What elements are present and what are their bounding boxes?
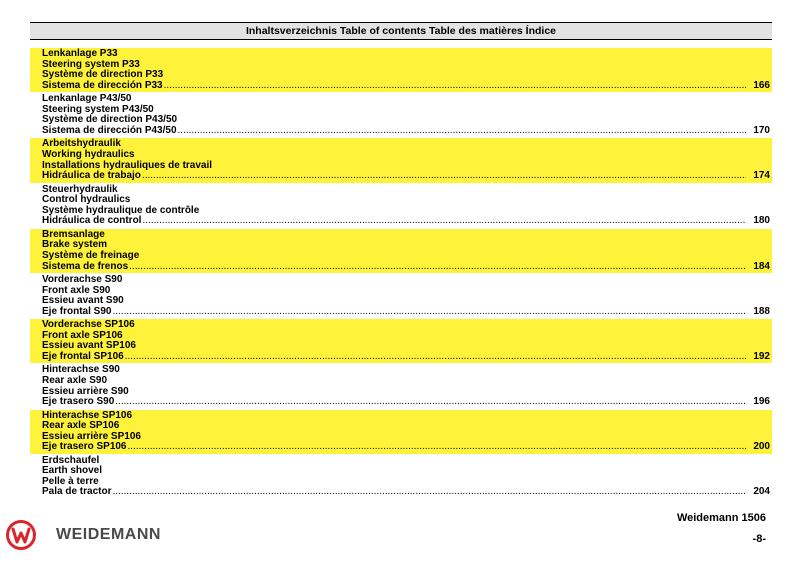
toc-leader-dots	[142, 216, 746, 227]
toc-leader-dots	[112, 307, 746, 318]
toc-entry-line-fr: Essieu arrière SP106	[42, 430, 141, 442]
toc-leader-dots	[128, 442, 747, 453]
model-name: Weidemann 1506	[676, 512, 766, 524]
toc-entry-page: 200	[753, 441, 770, 453]
toc-entry-page: 184	[753, 260, 770, 272]
toc-leader-dots	[178, 126, 746, 137]
toc-entry-line-es: Pala de tractor	[42, 486, 112, 498]
brand-name: WEIDEMANN	[56, 526, 161, 543]
toc-entry-line-en: Control hydraulics	[42, 194, 131, 206]
toc-entry-page: 196	[753, 396, 770, 408]
toc-entry-line-en: Front axle SP106	[42, 329, 123, 341]
toc-entry-line-en: Steering system P33	[42, 58, 140, 70]
toc-entry-line-en: Rear axle S90	[42, 374, 108, 386]
toc-entry[interactable]	[30, 455, 772, 500]
toc-entry-line-de: Arbeitshydraulik	[42, 138, 121, 150]
toc-list	[30, 48, 772, 500]
toc-entry-line-fr: Système de direction P33	[42, 69, 164, 81]
toc-entry-page: 180	[753, 215, 770, 227]
toc-entry-line-en: Steering system P43/50	[42, 103, 154, 115]
toc-leader-dots	[129, 262, 746, 273]
toc-entry[interactable]	[30, 48, 772, 93]
toc-entry-page: 192	[753, 350, 770, 362]
toc-entry-line-fr: Essieu arrière S90	[42, 385, 129, 397]
toc-leader-dots	[115, 397, 746, 408]
toc-entry-line-es: Sistema de dirección P33	[42, 79, 163, 91]
toc-entry-line-es: Sistema de frenos	[42, 260, 129, 272]
toc-entry[interactable]	[30, 93, 772, 138]
toc-header	[30, 22, 772, 40]
toc-entry-line-de: Vorderachse S90	[42, 273, 123, 285]
toc-entry-line-fr: Essieu avant SP106	[42, 340, 136, 352]
toc-entry-line-de: Hinterachse S90	[42, 364, 120, 376]
toc-entry-line-es: Eje trasero S90	[42, 396, 115, 408]
toc-entry-line-en: Brake system	[42, 239, 108, 251]
toc-entry-line-en: Earth shovel	[42, 465, 103, 477]
toc-entry[interactable]	[30, 138, 772, 183]
toc-entry-line-es: Hidráulica de control	[42, 215, 142, 227]
page-number: -8-	[752, 533, 766, 545]
toc-entry[interactable]	[30, 184, 772, 229]
toc-entry[interactable]	[30, 319, 772, 364]
toc-entry[interactable]	[30, 364, 772, 409]
toc-entry-line-en: Working hydraulics	[42, 148, 135, 160]
toc-header-title: Inhaltsverzeichnis Table of contents Table des matières Índice	[245, 25, 557, 37]
toc-entry[interactable]	[30, 274, 772, 319]
toc-entry-page: 188	[753, 305, 770, 317]
toc-entry-line-de: Lenkanlage P43/50	[42, 93, 132, 105]
toc-entry-line-fr: Système hydraulique de contrôle	[42, 204, 200, 216]
toc-entry-line-fr: Système de direction P43/50	[42, 114, 178, 126]
weidemann-w-logo-icon	[6, 520, 36, 550]
toc-entry-line-es: Eje trasero SP106	[42, 441, 127, 453]
toc-entry[interactable]	[30, 410, 772, 455]
toc-entry-line-de: Erdschaufel	[42, 454, 100, 466]
toc-entry[interactable]	[30, 229, 772, 274]
toc-entry-line-en: Rear axle SP106	[42, 420, 120, 432]
toc-entry-line-fr: Système de freinage	[42, 249, 140, 261]
toc-leader-dots	[112, 487, 746, 498]
toc-entry-page: 174	[753, 170, 770, 182]
toc-entry-line-de: Steuerhydraulik	[42, 183, 118, 195]
toc-entry-line-fr: Essieu avant S90	[42, 295, 124, 307]
toc-leader-dots	[125, 352, 746, 363]
toc-entry-line-de: Hinterachse SP106	[42, 409, 133, 421]
toc-leader-dots	[142, 171, 746, 182]
toc-entry-line-fr: Installations hydrauliques de travail	[42, 159, 213, 171]
toc-leader-dots	[164, 81, 746, 92]
toc-entry-page: 204	[753, 486, 770, 498]
toc-entry-page: 170	[753, 124, 770, 136]
toc-entry-line-es: Hidráulica de trabajo	[42, 170, 141, 182]
toc-entry-line-es: Eje frontal S90	[42, 305, 112, 317]
toc-entry-page: 166	[753, 79, 770, 91]
toc-entry-line-es: Eje frontal SP106	[42, 350, 124, 362]
toc-entry-line-es: Sistema de dirección P43/50	[42, 124, 177, 136]
toc-entry-line-de: Vorderachse SP106	[42, 319, 135, 331]
toc-entry-line-en: Front axle S90	[42, 284, 111, 296]
toc-entry-line-de: Lenkanlage P33	[42, 48, 118, 59]
toc-entry-line-fr: Pelle à terre	[42, 475, 99, 487]
toc-entry-line-de: Bremsanlage	[42, 228, 105, 240]
